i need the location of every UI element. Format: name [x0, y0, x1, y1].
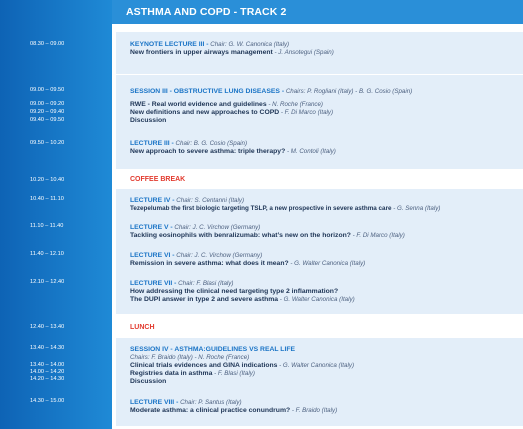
coffee-break-line	[130, 176, 185, 183]
lecture-4-chair: Chair: S. Centanni (Italy)	[174, 197, 245, 204]
session-4-item-1-title: Clinical trials evidences and GINA indications	[130, 362, 278, 369]
session-3-item-2	[130, 109, 333, 116]
session-4-block	[112, 337, 523, 426]
time-session-4: 13.40 – 14.30	[30, 345, 65, 351]
lecture-3-chair: Chair: B. G. Cosio (Spain)	[173, 140, 248, 147]
lecture-5-label: LECTURE V -	[130, 224, 173, 231]
lecture-8-speaker: - F. Braido (Italy)	[290, 407, 338, 414]
lunch-block	[112, 314, 523, 338]
time-lecture-5: 11.10 – 11.40	[30, 223, 64, 229]
time-session-3-item-2: 09.20 – 09.40	[30, 109, 65, 115]
session-4-discussion: Discussion	[130, 378, 167, 385]
lecture-8-talk	[130, 407, 337, 414]
lecture-5-talk	[130, 232, 405, 239]
session-4-chairs: Chairs: F. Braido (Italy) - N. Roche (France)	[130, 354, 250, 361]
session-3-item-1	[130, 101, 323, 108]
session-3-item-2-title: New definitions and new approaches to COPD	[130, 109, 280, 116]
lecture-5-chair: Chair: J. C. Virchow (Germany)	[172, 224, 261, 231]
lecture-4-talk	[130, 205, 440, 212]
lecture-7-chair: Chair: F. Blasi (Italy)	[176, 280, 234, 287]
session-3-item-1-title: RWE - Real world evidence and guidelines	[130, 101, 267, 108]
lecture-6-talk	[130, 260, 365, 267]
session-4-header	[130, 346, 295, 353]
lecture-7-talk-2	[130, 296, 355, 303]
lecture-8-chair: Chair: P. Santus (Italy)	[178, 399, 242, 406]
lecture-4-header	[130, 197, 244, 204]
lecture-3-talk	[130, 148, 336, 155]
lecture-5-title: Tackling eosinophils with benralizumab: what’s new on the horizon?	[130, 232, 351, 239]
session-4-item-2-title: Registries data in asthma	[130, 370, 213, 377]
lecture-5-speaker: - F. Di Marco (Italy)	[350, 232, 405, 239]
time-lecture-6: 11.40 – 12.10	[30, 251, 64, 257]
lecture-6-label: LECTURE VI -	[130, 252, 175, 259]
time-column	[0, 0, 112, 429]
session-3-header	[130, 88, 412, 95]
lecture-3-speaker: - M. Contoli (Italy)	[285, 148, 336, 155]
lecture-3-label: LECTURE III -	[130, 140, 174, 147]
lecture-7-header	[130, 280, 233, 287]
lecture-6-header	[130, 252, 262, 259]
session-4-item-1	[130, 362, 354, 369]
session-4-item-3	[130, 378, 166, 385]
lecture-6-title: Remission in severe asthma: what does it mean?	[130, 260, 289, 267]
lecture-7-talk-1	[130, 288, 338, 295]
time-session-4-item-2: 14.00 – 14.20	[30, 369, 65, 375]
session-4-chairs-line	[130, 354, 249, 361]
time-lecture-8: 14.30 – 15.00	[30, 398, 65, 404]
session-4-item-2-speaker: - F. Blasi (Italy)	[212, 370, 255, 377]
lectures-block	[112, 188, 523, 314]
coffee-break-label: COFFEE BREAK	[130, 176, 186, 183]
keynote-header	[130, 41, 289, 48]
session-4-label: SESSION IV - ASTHMA:GUIDELINES VS REAL LIFE	[130, 346, 296, 353]
keynote-lecture-block	[112, 31, 523, 74]
lecture-4-label: LECTURE IV -	[130, 197, 175, 204]
lecture-8-label: LECTURE VIII -	[130, 399, 179, 406]
time-session-4-item-1: 13.40 – 14.00	[30, 362, 65, 368]
time-session-3: 09.00 – 09.50	[30, 87, 65, 93]
time-keynote: 08.30 – 09.00	[30, 41, 65, 47]
lunch-label: LUNCH	[130, 324, 155, 331]
keynote-label: KEYNOTE LECTURE III -	[130, 41, 209, 48]
session-4-item-2	[130, 370, 255, 377]
lecture-7-title-2: The DUPI answer in type 2 and severe asthma	[130, 296, 279, 303]
session-3-discussion: Discussion	[130, 117, 167, 124]
session-3-item-3	[130, 117, 166, 124]
time-session-3-item-3: 09.40 – 09.50	[30, 117, 65, 123]
lecture-8-header	[130, 399, 242, 406]
session-3-block	[112, 74, 523, 169]
session-3-item-2-speaker: - F. Di Marco (Italy)	[279, 109, 334, 116]
time-lecture-7: 12.10 – 12.40	[30, 279, 65, 285]
lecture-4-title: Tezepelumab the first biologic targeting TSLP, a new prospective in severe asthma care	[130, 205, 392, 212]
lecture-5-header	[130, 224, 260, 231]
lecture-7-label: LECTURE VII -	[130, 280, 177, 287]
time-session-4-item-3: 14.20 – 14.30	[30, 376, 65, 382]
lecture-7-speaker: - G. Walter Canonica (Italy)	[278, 296, 355, 303]
lecture-8-title: Moderate asthma: a clinical practice conundrum?	[130, 407, 291, 414]
time-session-3-item-1: 09.00 – 09.20	[30, 101, 65, 107]
lecture-3-header	[130, 140, 247, 147]
keynote-speaker: - J. Ansotegui (Spain)	[272, 49, 334, 56]
lecture-3-title: New approach to severe asthma: triple therapy?	[130, 148, 286, 155]
time-lecture-4: 10.40 – 11.10	[30, 196, 64, 202]
keynote-talk	[130, 49, 334, 56]
session-3-chair: Chairs: P. Rogliani (Italy) - B. G. Cosio (Spain)	[284, 88, 413, 95]
time-coffee-break: 10.20 – 10.40	[30, 177, 65, 183]
keynote-chair: Chair: G. W. Canonica (Italy)	[208, 41, 290, 48]
lecture-7-title-1: How addressing the clinical need targeting type 2 inflammation?	[130, 288, 339, 295]
lecture-4-speaker: - G. Senna (Italy)	[391, 205, 441, 212]
time-lecture-3: 09.50 – 10.20	[30, 140, 65, 146]
session-3-item-1-speaker: - N. Roche (France)	[266, 101, 323, 108]
time-lunch: 12.40 – 13.40	[30, 324, 65, 330]
track-title: ASTHMA AND COPD - TRACK 2	[126, 6, 287, 18]
track-header	[112, 0, 523, 24]
session-3-label: SESSION III - OBSTRUCTIVE LUNG DISEASES -	[130, 88, 285, 95]
lunch-line	[130, 324, 155, 331]
session-4-item-1-speaker: - G. Walter Canonica (Italy)	[277, 362, 355, 369]
keynote-title: New frontiers in upper airways management	[130, 49, 273, 56]
lecture-6-speaker: - G. Walter Canonica (Italy)	[288, 260, 366, 267]
lecture-6-chair: Chair: J. C. Virchow (Germany)	[174, 252, 263, 259]
coffee-break-block	[112, 169, 523, 189]
